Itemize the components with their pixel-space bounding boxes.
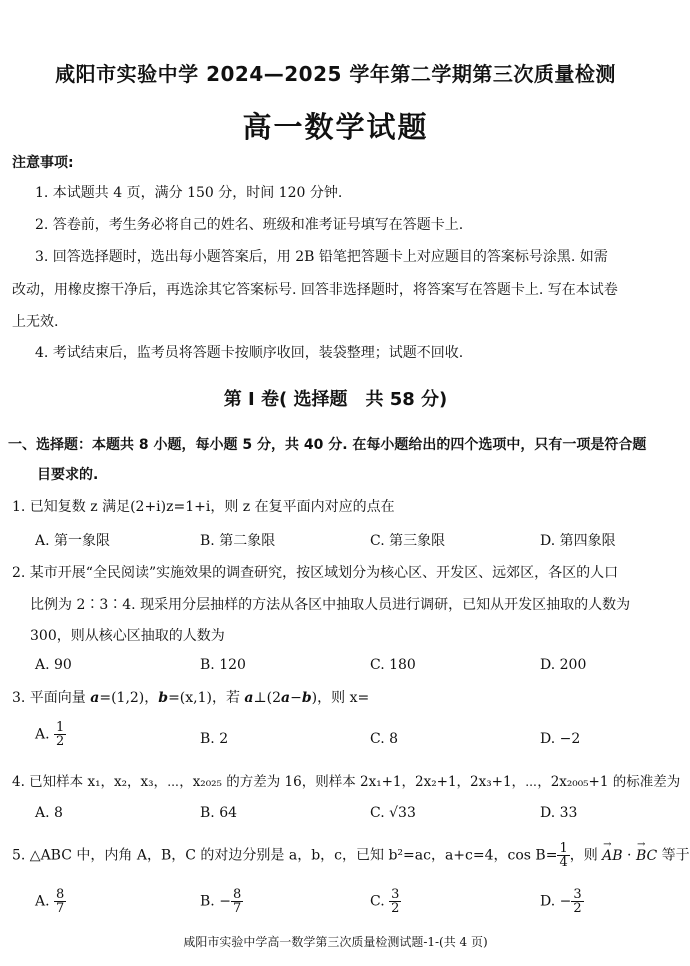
q3-stem: 3. 平面向量 a=(1,2)，b=(x,1)，若 a⊥(2a−b)，则 x=: [12, 690, 370, 706]
school-exam-line: 咸阳市实验中学 2024—2025 学年第二学期第三次质量检测: [55, 62, 616, 86]
q3-option-b: B. 2: [200, 731, 229, 747]
notice-item-3-end: 上无效.: [12, 314, 59, 330]
notice-item-3-cont: 改动，用橡皮擦干净后，再选涂其它答案标号. 回答非选择题时，将答案写在答题卡上. 写在本试卷: [12, 282, 618, 298]
q4-option-b: B. 64: [200, 805, 238, 821]
q5-option-b: B. − $\frac{8}{7}$: [200, 887, 242, 916]
q2-option-c: C. 180: [370, 657, 416, 673]
notice-item-2: 2. 答卷前，考生务必将自己的姓名、班级和准考证号填写在答题卡上.: [35, 217, 464, 233]
q2-stem-line3: 300，则从核心区抽取的人数为: [30, 628, 225, 644]
vector-ab: → AB: [602, 846, 622, 866]
part1-instructions: 一、选择题：本题共 8 小题，每小题 5 分，共 40 分. 在每小题给出的四个选项中，只有一项是符合题: [8, 437, 647, 453]
notice-item-1: 1. 本试题共 4 页，满分 150 分，时间 120 分钟.: [35, 185, 343, 201]
fraction: $\frac{8}{7}$: [56, 887, 65, 916]
q1-option-b: B. 第二象限: [200, 533, 276, 549]
q4-option-d: D. 33: [540, 805, 578, 821]
q2-option-d: D. 200: [540, 657, 587, 673]
q1-option-d: D. 第四象限: [540, 533, 616, 549]
fraction: $\frac{3}{2}$: [391, 887, 400, 916]
q1-option-c: C. 第三象限: [370, 533, 446, 549]
q5-option-a: A. $\frac{8}{7}$: [35, 887, 65, 916]
q3-option-a: A. $\frac{1}{2}$: [35, 720, 65, 749]
q2-option-b: B. 120: [200, 657, 246, 673]
q2-stem-line1: 2. 某市开展“全民阅读”实施效果的调查研究，按区域划分为核心区、开发区、远郊区，各区的人口: [12, 565, 619, 581]
q5-option-c: C. $\frac{3}{2}$: [370, 887, 400, 916]
q2-stem-line2: 比例为 2∶3∶4. 现采用分层抽样的方法从各区中抽取人员进行调研，已知从开发区抽取的人数为: [30, 597, 631, 613]
page-footer: 咸阳市实验中学高一数学第三次质量检测试题-1-(共 4 页): [183, 935, 488, 949]
q1-option-a: A. 第一象限: [35, 533, 111, 549]
fraction: $\frac{1}{4}$: [559, 841, 568, 870]
fraction: $\frac{1}{2}$: [56, 720, 65, 749]
fraction: $\frac{8}{7}$: [232, 887, 242, 916]
q5-option-d: D. − $\frac{3}{2}$: [540, 887, 582, 916]
q4-option-c: C. √33: [370, 805, 416, 821]
fraction: $\frac{3}{2}$: [573, 887, 582, 916]
q2-option-a: A. 90: [35, 657, 72, 673]
q5-stem: 5. △ABC 中，内角 A，B，C 的对边分别是 a，b，c，已知 b²=ac，a+c=4，cos B= $\frac{1}{4}$ ，则 → AB · → BC 等于: [12, 842, 690, 869]
page-title: 高一数学试题: [242, 110, 429, 144]
q1-stem: 1. 已知复数 z 满足(2+i)z=1+i，则 z 在复平面内对应的点在: [12, 499, 395, 515]
notice-item-3: 3. 回答选择题时，选出每小题答案后，用 2B 铅笔把答题卡上对应题目的答案标号涂黑. 如需: [35, 249, 608, 265]
q3-option-d: D. −2: [540, 731, 581, 747]
part1-instructions-cont: 目要求的.: [37, 467, 99, 483]
q3-option-c: C. 8: [370, 731, 399, 747]
vector-bc: → BC: [636, 846, 657, 866]
q4-stem: 4. 已知样本 x₁，x₂，x₃，⋯，x₂₀₂₅ 的方差为 16，则样本 2x₁+1，2x₂+1，2x₃+1，⋯，2x₂₀₀₅+1 的标准差为: [12, 774, 681, 790]
notice-heading: 注意事项:: [12, 155, 74, 171]
section-title: 第 Ⅰ 卷( 选择题 共 58 分): [223, 389, 448, 410]
notice-item-4: 4. 考试结束后，监考员将答题卡按顺序收回，装袋整理；试题不回收.: [35, 345, 464, 361]
q4-option-a: A. 8: [35, 805, 63, 821]
